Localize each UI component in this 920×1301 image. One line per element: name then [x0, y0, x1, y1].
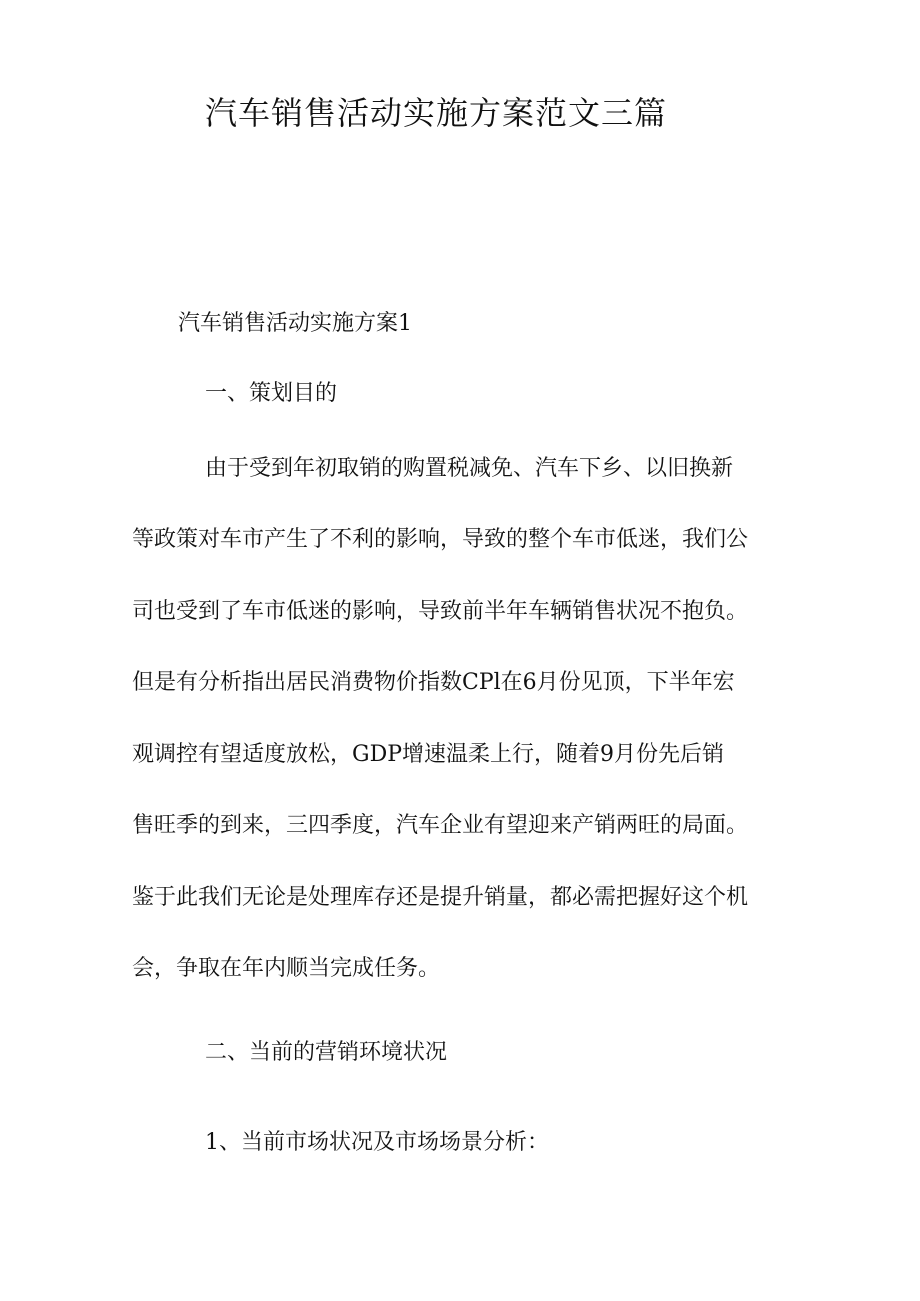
plan-subtitle: 汽车销售活动实施方案1	[178, 311, 412, 336]
paragraph-line: 观调控有望适度放松，GDP增速温柔上行，随着9月份先后销	[132, 742, 725, 767]
paragraph-line: 等政策对车市产生了不利的影响，导致的整个车市低迷，我们公	[132, 527, 749, 552]
section-heading-2: 二、当前的营销环境状况	[205, 1040, 448, 1065]
paragraph-line: 由于受到年初取销的购置税减免、汽车下乡、以旧换新	[205, 456, 734, 481]
document-title: 汽车销售活动实施方案范文三篇	[205, 94, 668, 132]
paragraph-line: 会，争取在年内顺当完成任务。	[132, 956, 441, 981]
subsection-heading-1: 1、当前市场状况及市场场景分析：	[205, 1130, 549, 1155]
paragraph-line: 鉴于此我们无论是处理库存还是提升销量，都必需把握好这个机	[132, 885, 749, 910]
paragraph-line: 售旺季的到来，三四季度，汽车企业有望迎来产销两旺的局面。	[132, 813, 749, 838]
section-heading-1: 一、策划目的	[205, 381, 338, 406]
paragraph-line: 司也受到了车市低迷的影响，导致前半年车辆销售状况不抱负。	[132, 599, 749, 624]
paragraph-line: 但是有分析指出居民消费物价指数CPl在6月份见顶，下半年宏	[132, 670, 735, 695]
